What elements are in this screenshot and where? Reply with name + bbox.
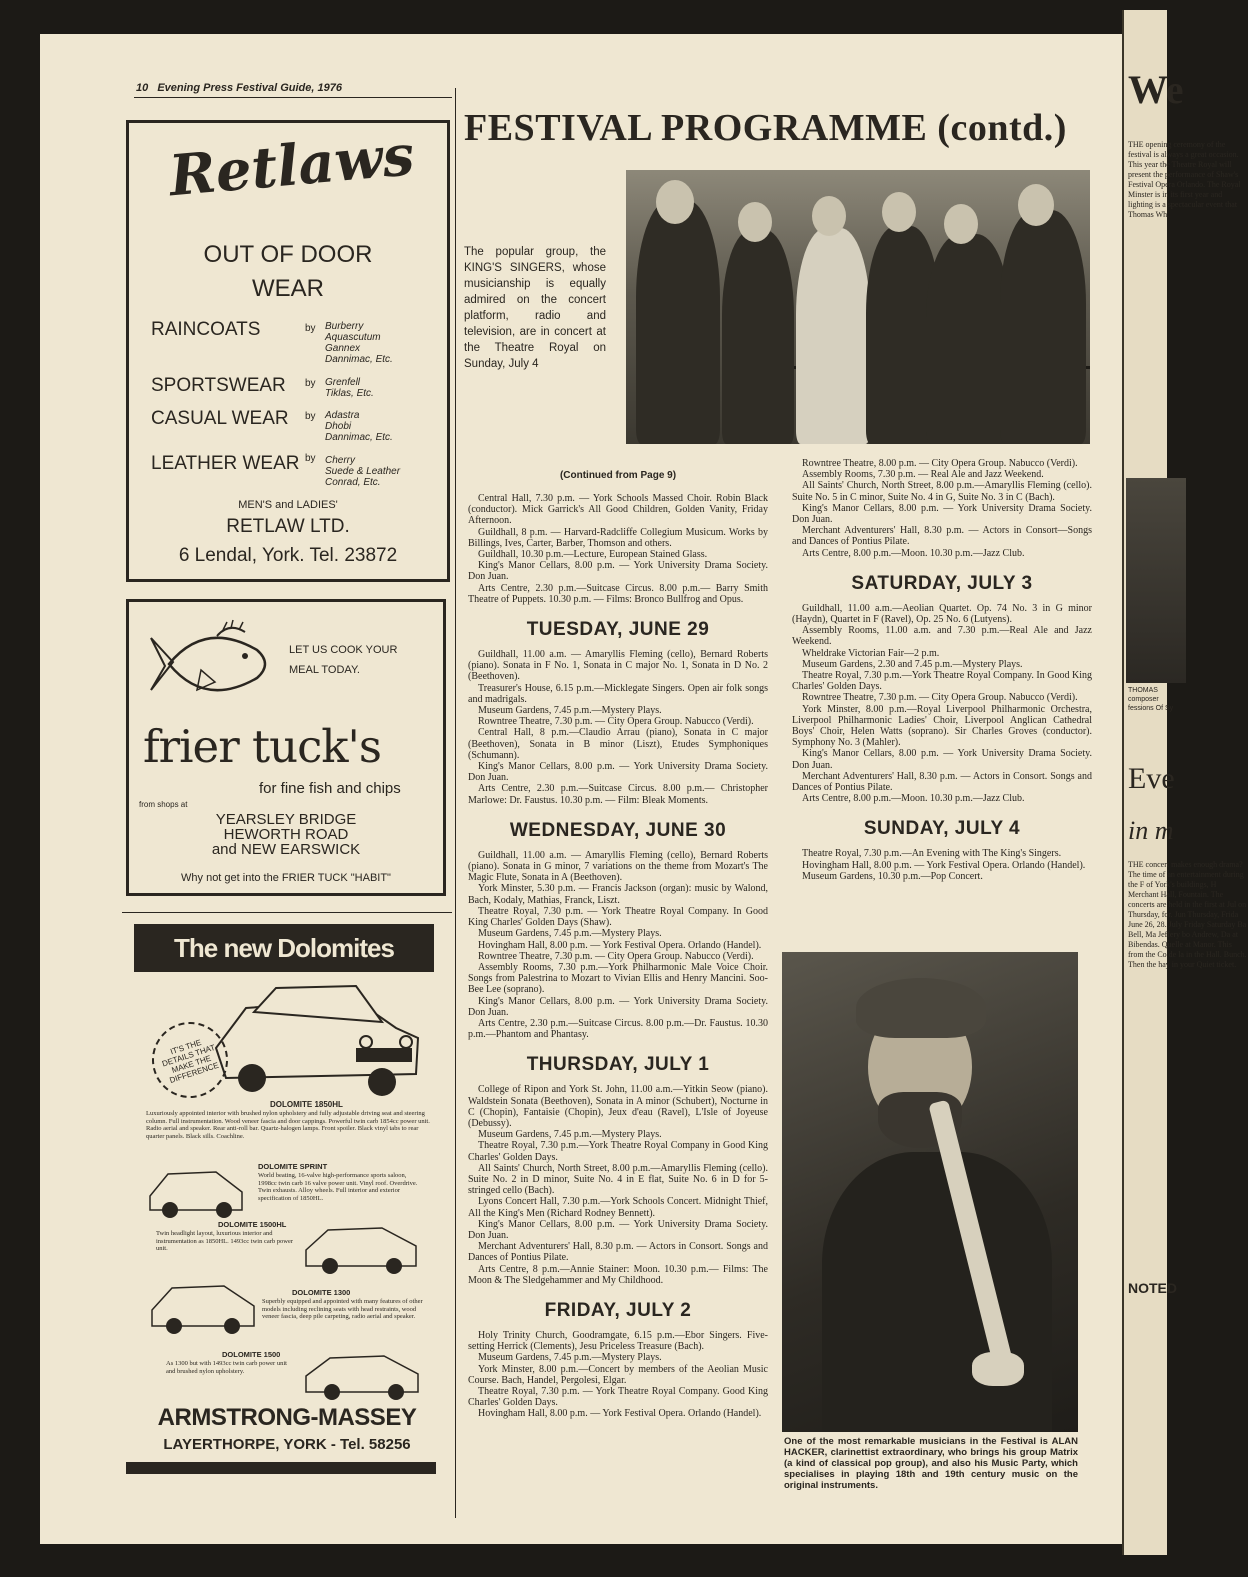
retlaws-by: by [305, 453, 316, 464]
ad-separator [122, 912, 452, 913]
day-heading-thursday: THURSDAY, JULY 1 [526, 1054, 710, 1076]
frier-shop: and NEW EARSWICK [211, 841, 361, 858]
listing-item: Theatre Royal, 7.30 p.m. — York Theatre Royal Company. Good King Charles' Golden Days. [468, 1386, 768, 1409]
retlaws-mens-ladies: MEN'S and LADIES' [238, 499, 338, 511]
dolomite-model-desc: Luxuriously appointed interior with brushed nylon upholstery and fully adjustable driving seat and steering column. Full instrumentation. Wood veneer fascia and door cappings. Powerful twin carb 1854cc power unit. Radio aerial and speaker. Rear anti-roll bar. Quartz-halogen lamps. Front spoiler. Black vinyl tabs to rear quarter panels. Black sills. Coachline. [146, 1110, 430, 1140]
listing-item: Arts Centre, 2.30 p.m.—Suitcase Circus. 8.00 p.m.— Barry Smith Theatre of Puppets. 10.30 p.m. — Films: Bronco Bullfrog and Opus. [468, 582, 768, 605]
listing-item: Museum Gardens, 10.30 p.m.—Pop Concert. [802, 870, 983, 882]
day-heading-tuesday: TUESDAY, JUNE 29 [526, 619, 710, 641]
listing-item: Wheldrake Victorian Fair—2 p.m. [802, 647, 940, 659]
singer-face [812, 196, 846, 236]
programme-column-1 [468, 470, 768, 1420]
listing-item: Assembly Rooms, 11.00 a.m. and 7.30 p.m.—Real Ale and Jazz Weekend. [792, 625, 1092, 648]
listing-item: Museum Gardens, 2.30 and 7.45 p.m.—Mystery Plays. [802, 658, 1023, 670]
listing-item: All Saints' Church, North Street, 8.00 p.m.—Amaryllis Fleming (cello). Suite No. 2 in D minor, Suite No. 4 in E flat, Suite No. 6 in D for 5-stringed cello (Bach). [468, 1162, 768, 1197]
retlaws-by: by [305, 378, 316, 389]
main-title: FESTIVAL PROGRAMME (contd.) [464, 107, 1067, 149]
frier-tagline-line2: MEAL TODAY. [289, 664, 360, 676]
retlaws-logo: Retlaws [166, 122, 417, 210]
frier-shop: YEARSLEY BRIDGE [215, 811, 357, 828]
tuesday-listings [468, 649, 768, 806]
dolomite-model-name: DOLOMITE 1500HL [218, 1220, 287, 1229]
continued-note: (Continued from Page 9) [559, 470, 677, 481]
adjacent-subhead-2: in m [1128, 816, 1174, 845]
listing-item: Assembly Rooms, 7.30 p.m.—York Philharmonic Male Voice Choir. Songs from Palestrina to Mozart to Vivian Ellis and Henry Mancini. Soo-Bee Lee (soprano). [468, 961, 768, 996]
alan-hacker-photo [782, 952, 1078, 1432]
listing-item: Merchant Adventurers' Hall, 8.30 p.m. — Actors in Consort—Songs and Dances of Pontius Pilate. [792, 525, 1092, 548]
frier-fish-chips: for fine fish and chips [259, 780, 401, 797]
frier-tuck-ad [126, 599, 446, 896]
dolomite-model-desc: World beating, 16-valve high-performance sports saloon, 1998cc twin carb 16 valve power unit. Vinyl roof. Overdrive. Twin exhausts. Alloy wheels. Full interior and exterior specification of 1850HL. [258, 1172, 418, 1202]
listing-item: King's Manor Cellars, 8.00 p.m. — York University Drama Society. Don Juan. [468, 560, 768, 583]
listing-item: Arts Centre, 2.30 p.m.—Suitcase Circus. 8.00 p.m.—Dr. Faustus. 10.30 p.m.—Phantom and Phantasy. [468, 1017, 768, 1041]
singer-figure [722, 230, 794, 444]
newspaper-page [40, 34, 1122, 1544]
singer-face [656, 180, 694, 224]
listing-item: Rowntree Theatre, 8.00 p.m. — City Opera Group. Nabucco (Verdi). [802, 458, 1078, 469]
day-heading-saturday: SATURDAY, JULY 3 [851, 572, 1033, 594]
listing-item: Lyons Concert Hall, 7.30 p.m.—York Schools Concert. Midnight Thief, All the King's Men (Richard Rodney Bennett). [468, 1196, 768, 1219]
listing-item: Guildhall, 11.00 a.m. — Amaryllis Fleming (cello), Bernard Roberts (piano). Sonata in F No. 1, Sonata in C major No. 1, Sonata in D No. 2 (Beethoven). [468, 649, 768, 683]
singer-figure [636, 200, 720, 444]
dealer-address: LAYERTHORPE, YORK - Tel. 58256 [163, 1436, 411, 1453]
retlaws-item-casual-wear: CASUAL WEAR [151, 408, 289, 429]
retlaws-item-sportswear: SPORTSWEAR [151, 375, 286, 396]
listing-item: Arts Centre, 8.00 p.m.—Moon. 10.30 p.m.—Jazz Club. [802, 547, 1025, 559]
listing-item: All Saints' Church, North Street, 8.00 p.m.—Amaryllis Fleming (cello). Suite No. 5 in C minor, Suite No. 4 in G, Suite No. 3 in C (Bach). [792, 480, 1092, 503]
frier-from-shops: from shops at [139, 800, 188, 809]
programme-column-2 [792, 458, 1092, 882]
dolomite-model-name: DOLOMITE 1850HL [270, 1100, 343, 1109]
listing-item: King's Manor Cellars, 8.00 p.m. — York University Drama Society. Don Juan. [468, 761, 768, 784]
listing-item: Guildhall, 11.00 a.m. — Amaryllis Fleming (cello), Bernard Roberts (piano). Sonata in G minor, 7 variations on the theme from Mozart's The Magic Flute, Sonata in A (Beethoven). [468, 849, 768, 884]
listing-item: Rowntree Theatre, 7.30 p.m. — City Opera Group. Nabucco (Verdi). [478, 716, 754, 728]
frier-shops [129, 812, 443, 857]
intro-listings [792, 458, 1092, 559]
listing-item: Theatre Royal, 7.30 p.m.—An Evening with The King's Singers. [802, 848, 1062, 860]
dolomite-model-name: DOLOMITE SPRINT [258, 1162, 328, 1171]
listing-item: Guildhall, 11.00 a.m.—Aeolian Quartet. Op. 74 No. 3 in G minor (Haydn), Quartet in F (Ravel), Op. 25 No. 6 (Lutyens). [792, 602, 1092, 626]
dolomite-model-desc: Superbly equipped and appointed with many features of other models including reclining seats with head restraints, wood veneer fascia, deep pile carpeting, radio aerial and speaker. [262, 1298, 423, 1320]
day-heading-wednesday: WEDNESDAY, JUNE 30 [509, 819, 727, 841]
adjacent-text-2: THE concert makes enough drama? The time of an entertainment during the F of York's buildings, H Merchant Hall, Fountain. The concerts are held in the first at Jul on Thursday, for. Jun Thursday, Frida June 26, 28. July Friday Saturday Ba Bell, Ma Jeffery bo Andrew, Da at Bibendas. Quelle at Manor. This from the Co de la in the Hall. Bunch. Then the hay in your Quiet ticket. [1128, 860, 1247, 969]
car-illustration [148, 1278, 258, 1338]
listing-item: King's Manor Cellars, 8.00 p.m. — York University Drama Society. Don Juan. [792, 748, 1092, 771]
listing-item: Guildhall, 8 p.m. — Harvard-Radcliffe Collegium Musicum. Works by Billings, Ives, Carter, Barber, Thomson and others. [468, 526, 768, 549]
sunday-listings [792, 848, 1092, 882]
listing-item: Rowntree Theatre, 7.30 p.m. — City Opera Group. Nabucco (Verdi). [478, 950, 754, 962]
listing-item: Museum Gardens, 7.45 p.m.—Mystery Plays. [478, 928, 662, 940]
listing-item: Guildhall, 10.30 p.m.—Lecture, European Stained Glass. [478, 549, 708, 561]
dolomites-ad [122, 920, 452, 1510]
retlaws-brands-sportswear: Grenfell Tiklas, Etc. [325, 377, 374, 399]
listing-item: Theatre Royal, 7.30 p.m.—York Theatre Royal Company. In Good King Charles' Golden Days. [792, 670, 1092, 693]
retlaws-brands-raincoats: Burberry Aquascutum Gannex Dannimac, Etc. [325, 321, 393, 365]
listing-item: Theatre Royal, 7.30 p.m. — York Theatre Royal Company. In Good King Charles' Golden Days (Shaw). [468, 905, 768, 929]
listing-item: Hovingham Hall, 8.00 p.m. — York Festival Opera. Orlando (Handel). [802, 859, 1086, 871]
intro-listings [468, 493, 768, 605]
retlaws-brands-casual: Adastra Dhobi Dannimac, Etc. [325, 410, 393, 443]
listing-item: Museum Gardens, 7.45 p.m.—Mystery Plays. [478, 705, 662, 717]
retlaws-by: by [305, 323, 316, 334]
adjacent-heading: We [1128, 67, 1184, 112]
singer-face [1018, 184, 1054, 226]
listing-item: Hovingham Hall, 8.00 p.m. — York Festival Opera. Orlando (Handel). [478, 1408, 762, 1420]
retlaws-address: 6 Lendal, York. Tel. 23872 [178, 545, 398, 566]
wednesday-listings [468, 850, 768, 1040]
retlaws-ad [126, 120, 450, 582]
listing-item: Treasurer's House, 6.15 p.m.—Micklegate Singers. Open air folk songs and madrigals. [468, 682, 768, 705]
page-header [136, 82, 342, 94]
frier-habit: Why not get into the FRIER TUCK "HABIT" [181, 872, 391, 884]
retlaws-heading-line1: OUT OF DOOR [203, 241, 373, 268]
listing-item: College of Ripon and York St. John, 11.00 a.m.—Yitkin Seow (piano). Waldstein Sonata (Beethoven), Sonata in A minor (Schubert), Nocturne in C (Chopin), Fantaisie (Chopin), Jeux d'eau (Ravel), L'Isle of Joyeuse (Debussy). [468, 1084, 768, 1129]
singer-figure [796, 228, 870, 444]
listing-item: Arts Centre, 8 p.m.—Annie Stainer: Moon. 10.30 p.m.— Films: The Moon & The Sledgehammer and My Childhood. [468, 1263, 768, 1286]
kings-singers-photo [626, 170, 1090, 444]
adjacent-photo [1126, 478, 1186, 683]
fish-icon [145, 620, 275, 704]
adjacent-text: THE opening ceremony of the festival is always a great occasion. This year the Theatre Royal will present the performance of Shaw's Festival Opera Orlando. The Royal Minster is in its first year and lighting is a spectacular event that Thomas Wh. [1128, 140, 1241, 219]
listing-item: King's Manor Cellars, 8.00 p.m. — York University Drama Society. Don Juan. [468, 1218, 768, 1241]
dolomite-model-desc: Twin headlight layout, luxurious interior and instrumentation as 1850HL. 1493cc twin carb power unit. [156, 1230, 294, 1252]
adjacent-caption: THOMAS composer fessions Of Sy [1128, 687, 1174, 712]
retlaws-brands-leather: Cherry Suede & Leather Conrad, Etc. [325, 455, 401, 488]
listing-item: York Minster, 8.00 p.m.—Royal Liverpool Philharmonic Orchestra, Liverpool Philharmonic Ladies' Choir, Liverpool Anglican Cathedral Boys' Choir, Helen Watts (soprano). Sir Charles Groves (conductor). Symphony No. 3 (Mahler). [792, 703, 1092, 749]
listing-item: Rowntree Theatre, 7.30 p.m. — City Opera Group. Nabucco (Verdi). [802, 692, 1078, 704]
listing-item: Merchant Adventurers' Hall, 8.30 p.m. — Actors in Consort. Songs and Dances of Pontius Pilate. [468, 1241, 768, 1264]
listing-item: Merchant Adventurers' Hall, 8.30 p.m. — Actors in Consort. Songs and Dances of Pontius Pilate. [792, 770, 1092, 794]
dolomite-model-desc: As 1300 but with 1493cc twin carb power unit and brushed nylon upholstery. [166, 1360, 287, 1375]
clarinet-bell [972, 1352, 1024, 1386]
car-illustration [206, 978, 426, 1098]
guide-title: Evening Press Festival Guide, 1976 [157, 82, 342, 94]
dealer-bar [126, 1462, 436, 1474]
kings-singers-caption: The popular group, the KING'S SINGERS, whose musicianship is equally admired on the concert platform, radio and television, are in concert at the Theatre Royal on Sunday, July 4 [464, 246, 606, 370]
listing-item: Assembly Rooms, 7.30 p.m. — Real Ale and Jazz Weekend. [802, 469, 1044, 481]
frier-tagline-line1: LET US COOK YOUR [289, 644, 398, 656]
saturday-listings [792, 603, 1092, 805]
singer-figure [1000, 210, 1086, 444]
musician-hair [856, 978, 986, 1038]
singer-face [882, 192, 916, 232]
car-illustration [302, 1220, 422, 1276]
listing-item: Museum Gardens, 7.45 p.m.—Mystery Plays. [478, 1129, 662, 1141]
listing-item: Central Hall, 7.30 p.m. — York Schools Massed Choir. Robin Black (conductor). Mick Garrick's All Good Children, Golden Vanity, Friday Afternoon. [468, 493, 768, 527]
adjacent-page [1122, 10, 1247, 1555]
details-badge: IT'S THE DETAILS THAT MAKE THE DIFFERENCE [142, 1012, 238, 1108]
listing-item: Holy Trinity Church, Goodramgate, 6.15 p.m.—Ebor Singers. Five-setting Herrick (Clements), Jesu Priceless Treasure (Bach). [468, 1329, 768, 1353]
dolomites-headline: The new Dolomites [134, 924, 434, 972]
singer-face [738, 202, 772, 242]
day-heading-sunday: SUNDAY, JULY 4 [863, 818, 1021, 840]
dolomite-model-name: DOLOMITE 1300 [292, 1288, 351, 1297]
retlaws-item-raincoats: RAINCOATS [151, 319, 261, 340]
friday-listings [468, 1330, 768, 1420]
retlaws-company: RETLAW LTD. [226, 516, 350, 537]
thursday-listings [468, 1084, 768, 1286]
alan-hacker-caption: One of the most remarkable musicians in the Festival is ALAN HACKER, clarinettist extraordinary, who brings his group Matrix (a kind of classical pop group), and also his Music Party, which specialises in playing 18th and 19th century music on the original instruments. [784, 1436, 1078, 1491]
retlaws-heading-line2: WEAR [252, 275, 324, 302]
singer-face [944, 204, 978, 244]
listing-item: York Minster, 8.00 p.m.—Concert by members of the Aeolian Music Course. Bach, Handel, Pergolesi, Elgar. [468, 1363, 768, 1386]
listing-item: Arts Centre, 8.00 p.m.—Moon. 10.30 p.m.—Jazz Club. [802, 793, 1025, 805]
listing-item: King's Manor Cellars, 8.00 p.m. — York University Drama Society. Don Juan. [792, 502, 1092, 526]
car-illustration [146, 1164, 246, 1220]
page-number: 10 [136, 82, 149, 94]
dealer-name: ARMSTRONG-MASSEY [157, 1404, 417, 1431]
adjacent-noted: NOTED [1128, 1280, 1177, 1296]
listing-item: Central Hall, 8 p.m.—Claudio Arrau (piano), Sonata in C major (Beethoven), Sonata in B minor (Liszt), Etudes Symphoniques (Schumann). [468, 727, 768, 761]
retlaws-by: by [305, 411, 316, 422]
listing-item: King's Manor Cellars, 8.00 p.m. — York University Drama Society. Don Juan. [468, 995, 768, 1018]
musician-body [822, 1152, 1052, 1432]
day-heading-friday: FRIDAY, JULY 2 [544, 1299, 692, 1321]
frier-tuck-logo: frier tuck's [143, 720, 382, 773]
singer-figure [926, 234, 1010, 444]
adjacent-subhead: Eve [1128, 762, 1175, 795]
car-illustration [302, 1348, 422, 1402]
column-divider [455, 88, 456, 1518]
listing-item: Theatre Royal, 7.30 p.m.—York Theatre Royal Company in Good King Charles' Golden Days. [468, 1140, 768, 1163]
retlaws-item-leather-wear: LEATHER WEAR [151, 453, 300, 474]
listing-item: Arts Centre, 2.30 p.m.—Suitcase Circus. 8.00 p.m.— Christopher Marlowe: Dr. Faustus. 10.30 p.m. — Film: Bleak Moments. [468, 783, 768, 806]
listing-item: Hovingham Hall, 8.00 p.m. — York Festival Opera. Orlando (Handel). [478, 939, 762, 951]
listing-item: Museum Gardens, 7.45 p.m.—Mystery Plays. [478, 1352, 662, 1364]
frier-shop: HEWORTH ROAD [223, 826, 349, 843]
header-rule [134, 97, 452, 98]
listing-item: York Minster, 5.30 p.m. — Francis Jackson (organ): music by Walond, Bach, Kodaly, Mathias, Franck, Liszt. [468, 883, 768, 906]
dolomite-model-name: DOLOMITE 1500 [222, 1350, 281, 1359]
